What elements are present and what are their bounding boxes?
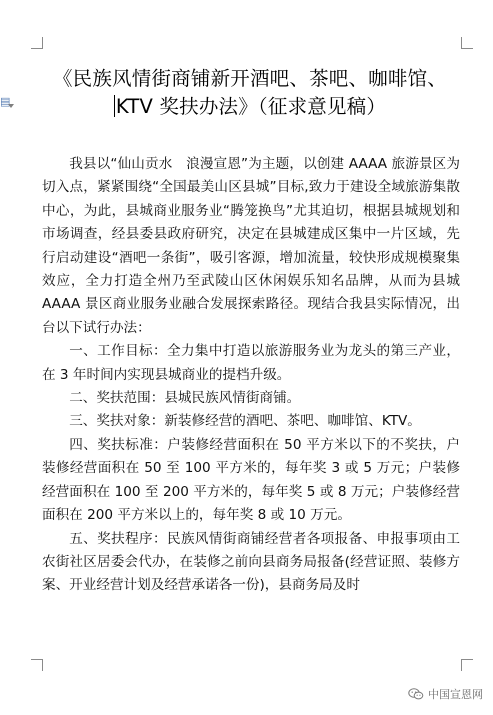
- watermark: [408, 686, 483, 702]
- watermark-text: 中国宣恩网: [428, 688, 483, 701]
- paragraph-intro: 我县以“仙山贡水 浪漫宣恩”为主题，以创建 AAAA 旅游景区为切入点，紧紧围绕“全国最美山区县城”目标,致力于建设全域旅游集散中心，为此，县城商业服务业“腾笼换鸟”尤其迫切，根据县城规划和市场调查，经县委县政府研究，决定在县城建成区集中一片区域，先行启动建设“酒吧一条街”，吸引客源，增加流量，较快形成规模聚集效应，全力打造全州乃至武陵山区休闲娱乐知名品牌，从而为县城 AAAA 景区商业服务业融合发展探索路径。现结合我县实际情况，出台以下试行办法：: [42, 156, 460, 336]
- paragraph-goal: 一、工作目标：全力集中打造以旅游服务业为龙头的第三产业，在 3 年时间内实现县城商业的提档升级。: [42, 343, 460, 383]
- crop-mark-bottom-right-h: [461, 659, 473, 660]
- document-title-line-2: [30, 93, 470, 120]
- document-title-line-1: 《民族风情街商铺新开酒吧、茶吧、咖啡馆、: [52, 67, 447, 90]
- chevron-down-icon[interactable]: [8, 104, 14, 108]
- document-body[interactable]: [42, 153, 460, 598]
- crop-mark-top-right-h: [461, 48, 473, 49]
- wechat-icon: [408, 688, 424, 700]
- paragraph-standard: 四、奖扶标准：户装修经营面积在 50 平方米以下的不奖扶，户装修经营面积在 50 至 100 平方米的，每年奖 3 或 5 万元；户装修经营面积在 100 至 200 平方米的，每年奖 5 或 8 万元；户装修经营面积在 200 平方米以上的，每年奖 8 或 10 万元。: [42, 436, 460, 524]
- paragraph-procedure: 五、奖扶程序：民族风情街商铺经营者各项报备、申报事项由工农街社区居委会代办，在装修之前向县商务局报备(经营证照、装修方案、开业经营计划及经营承诺各一份)，县商务局及时: [42, 530, 460, 594]
- text-cursor: [114, 95, 115, 117]
- crop-mark-bottom-right-v: [461, 659, 462, 671]
- layout-options-icon[interactable]: ▤: [0, 95, 11, 108]
- crop-mark-top-left-v: [42, 37, 43, 49]
- paragraph-scope: 二、奖扶范围：县城民族风情街商铺。: [69, 390, 301, 407]
- document-title-line-2-text: KTV 奖扶办法》（征求意见稿）: [115, 95, 387, 118]
- crop-mark-bottom-left-v: [42, 659, 43, 671]
- paragraph-target: 三、奖扶对象：新装修经营的酒吧、茶吧、咖啡馆、KTV。: [69, 413, 421, 430]
- crop-mark-top-right-v: [461, 37, 462, 49]
